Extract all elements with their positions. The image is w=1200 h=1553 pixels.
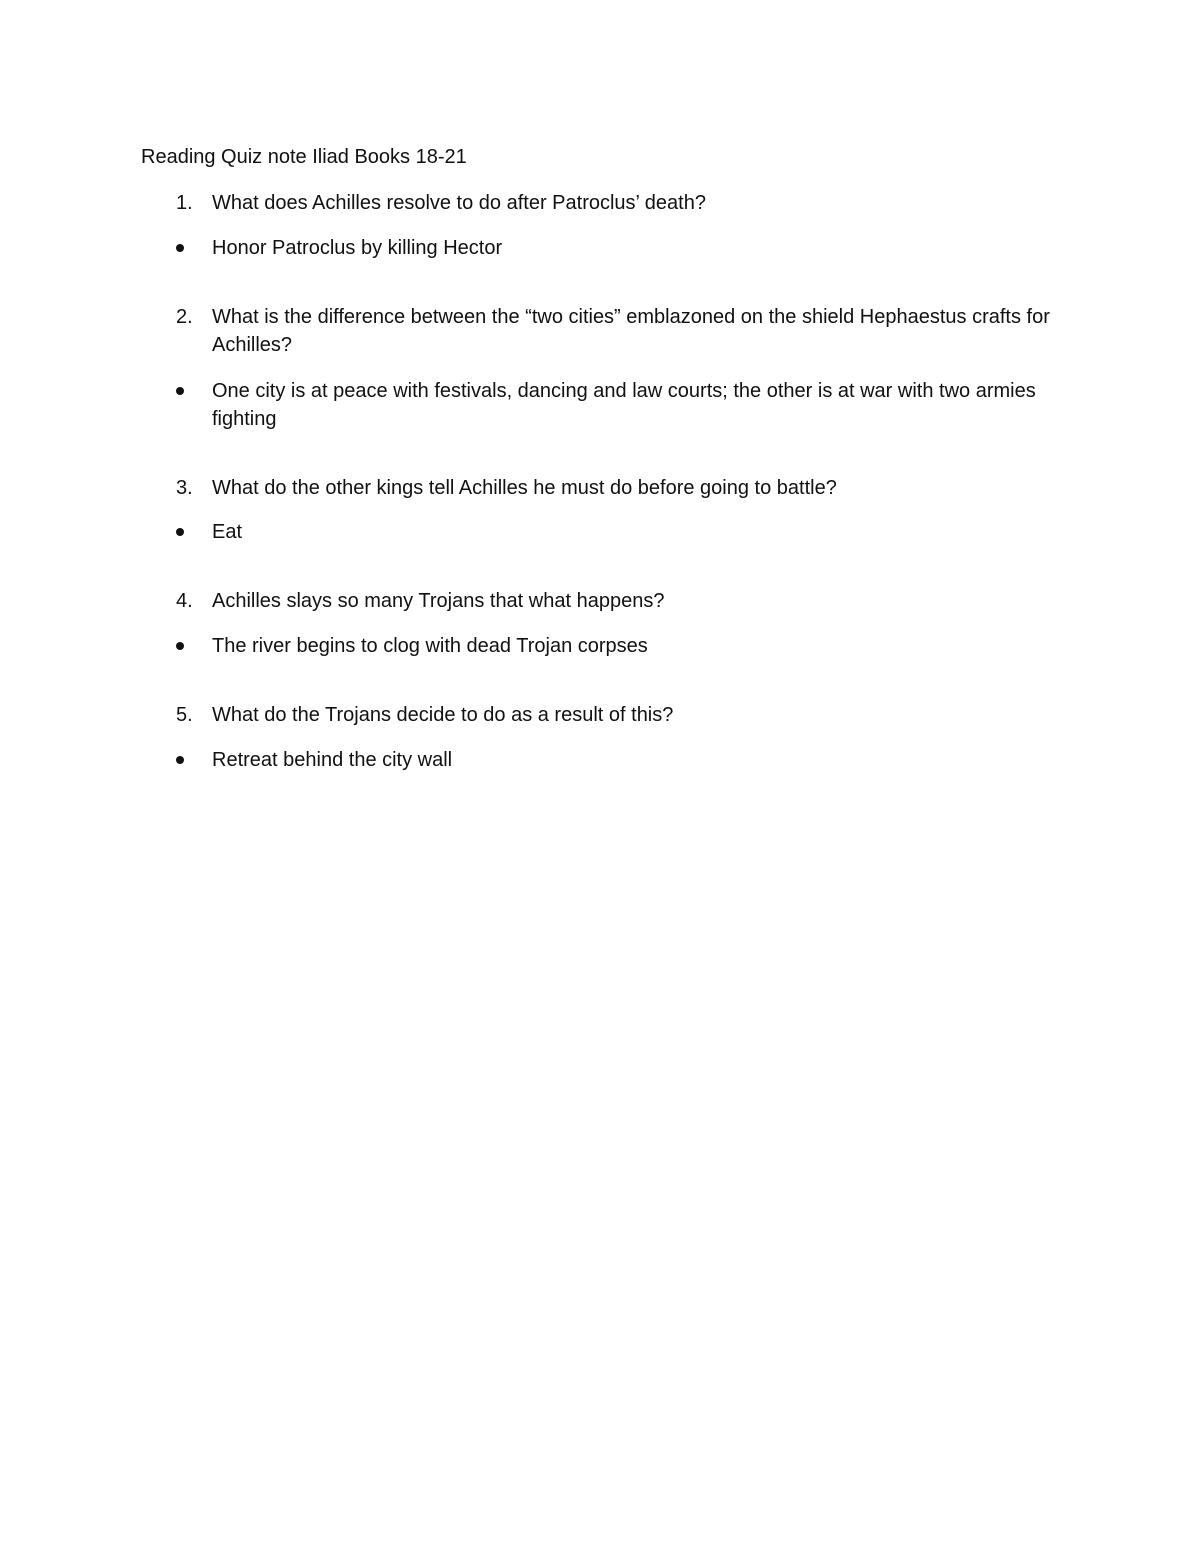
question-text: What does Achilles resolve to do after Patroclus’ death?	[212, 192, 706, 214]
question-number: 3.	[176, 477, 193, 499]
bullet-icon	[176, 642, 184, 650]
document-title: Reading Quiz note Iliad Books 18-21	[141, 146, 467, 168]
answer-text: Honor Patroclus by killing Hector	[212, 237, 503, 259]
question-text: What is the difference between the “two cities” emblazoned on the shield Hephaestus crafts for Achilles?	[212, 306, 1050, 356]
bullet-icon	[176, 528, 184, 536]
question-text: What do the other kings tell Achilles he must do before going to battle?	[212, 477, 837, 499]
answer-text: Retreat behind the city wall	[212, 749, 453, 771]
answer-text: Eat	[212, 521, 243, 543]
bullet-icon	[176, 387, 184, 395]
question-number: 5.	[176, 704, 193, 726]
question-text: What do the Trojans decide to do as a result of this?	[212, 704, 674, 726]
question-number: 2.	[176, 306, 193, 328]
question-number: 4.	[176, 590, 193, 612]
question-text: Achilles slays so many Trojans that what happens?	[212, 590, 665, 612]
bullet-icon	[176, 244, 184, 252]
answer-text: One city is at peace with festivals, dancing and law courts; the other is at war with two armies fighting	[212, 380, 1036, 430]
question-number: 1.	[176, 192, 193, 214]
answer-text: The river begins to clog with dead Trojan corpses	[212, 635, 648, 657]
bullet-icon	[176, 756, 184, 764]
